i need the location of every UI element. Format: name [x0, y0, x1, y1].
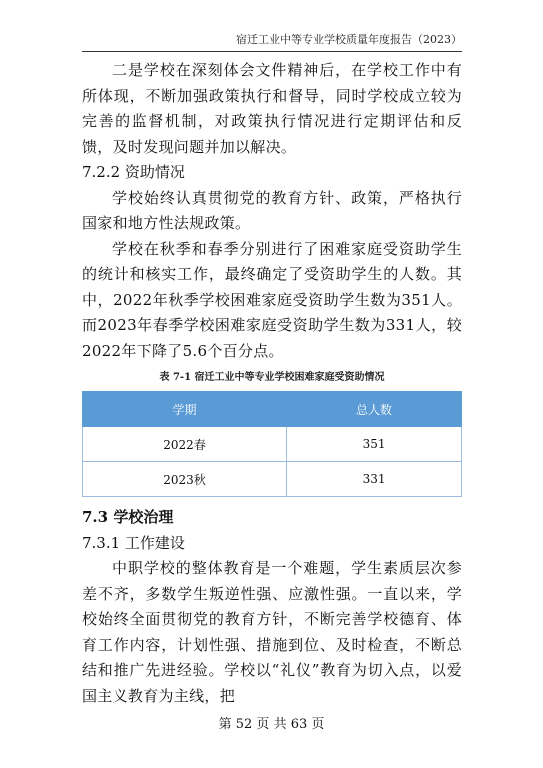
- header-divider: [82, 51, 462, 52]
- table-cell-semester: 2023秋: [83, 462, 287, 497]
- table-header-total: 总人数: [287, 392, 462, 427]
- page-footer: 第 52 页 共 63 页: [218, 717, 325, 732]
- heading-7-3: 7.3 学校治理: [82, 508, 174, 526]
- table-header-row: [83, 392, 462, 427]
- heading-7-3-1: 7.3.1 工作建设: [82, 533, 185, 552]
- table-cell-total: 331: [287, 462, 462, 497]
- paragraph-work-building: 中职学校的整体教育是一个难题，学生素质层次参差不齐，多数学生叛逆性强、应激性强。一直以来，学校始终全面贯彻党的教育方针，不断完善学校德育、体育工作内容，计划性强、措施到位、及时检查，不断总结和推广先进经验。学校以“礼仪”教育为切入点，以爱国主义教育为主线，把: [82, 559, 462, 705]
- paragraph-policy-supervision: 二是学校在深刻体会文件精神后，在学校工作中有所体现，不断加强政策执行和督导，同时学校成立较为完善的监督机制，对政策执行情况进行定期评估和反馈，及时发现问题并加以解决。: [82, 61, 462, 156]
- table-header-semester: 学期: [83, 392, 287, 427]
- funding-table: [82, 391, 462, 497]
- page-header: 宿迁工业中等专业学校质量年度报告（2023）: [236, 33, 462, 46]
- paragraph-funding-stats: 学校在秋季和春季分别进行了困难家庭受资助学生的统计和核实工作，最终确定了受资助学生的人数。其中，2022年秋季学校困难家庭受资助学生数为351人。而2023年春季学校困难家庭受资助学生数为331人，较2022年下降了5.6个百分点。: [82, 239, 462, 360]
- table-cell-total: 351: [287, 427, 462, 462]
- table-cell-semester: 2022春: [83, 427, 287, 462]
- table-row: [83, 462, 462, 497]
- table-row: [83, 427, 462, 462]
- heading-7-2-2: 7.2.2 资助情况: [82, 163, 185, 181]
- page-content: [82, 58, 462, 709]
- paragraph-funding-policy: 学校始终认真贯彻党的教育方针、政策，严格执行国家和地方性法规政策。: [82, 188, 462, 232]
- table-caption: 表 7-1 宿迁工业中等专业学校困难家庭受资助情况: [159, 372, 385, 383]
